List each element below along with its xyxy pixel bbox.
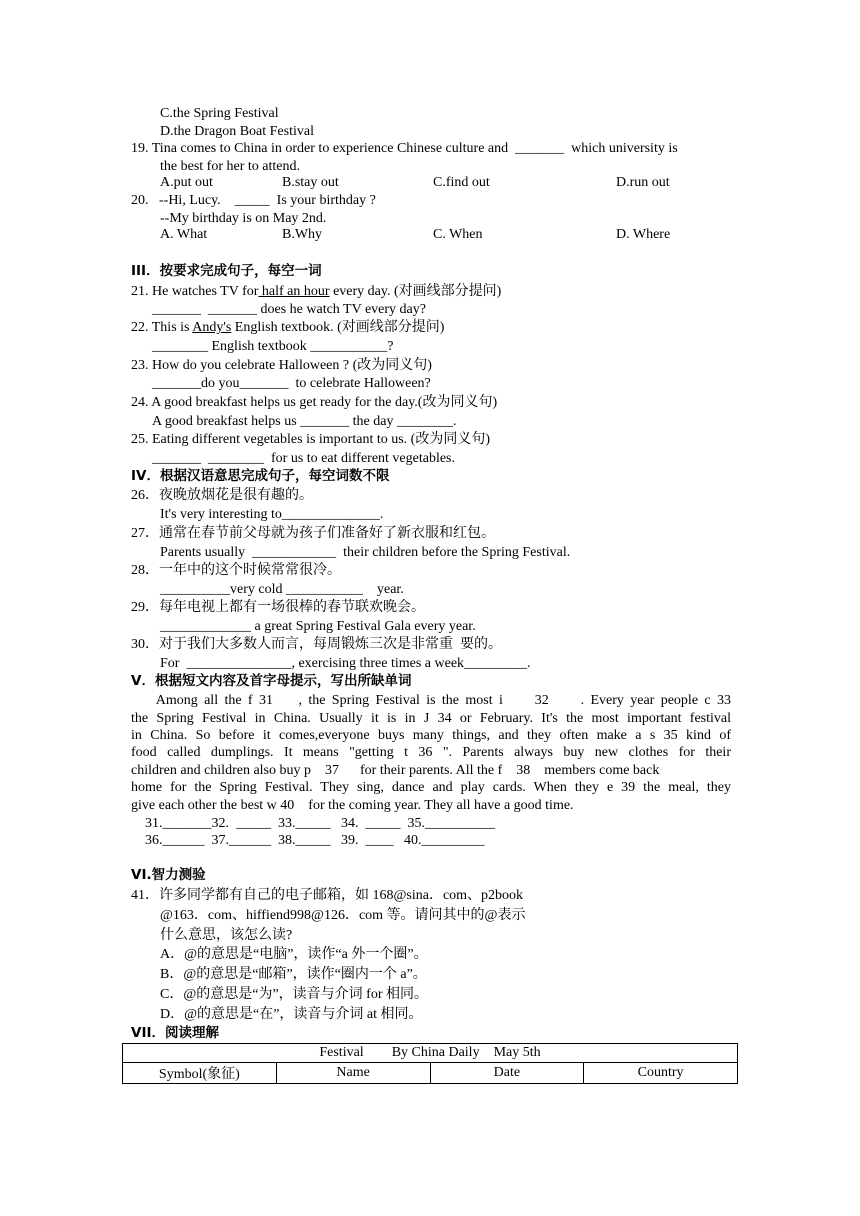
column-header-date: Date (430, 1063, 584, 1084)
q41-stem: 41．许多同学都有自己的电子邮箱，如 168@sina．com、p2book (131, 888, 524, 903)
q25: 25. Eating different vegetables is important to us. (改为同义句) (131, 432, 491, 447)
q19-option-c: C.find out (433, 175, 490, 190)
q29: 29．每年电视上都有一场很棒的春节联欢晚会。 (131, 600, 425, 615)
q41-stem-cont: @163．com、hiffiend998@126．com 等。请问其中的@表示 (160, 908, 526, 923)
passage-line: Among all the f 31 , the Spring Festival is the most i 32 . Every year people c 33 (131, 693, 731, 708)
q30: 30．对于我们大多数人而言，每周锻炼三次是非常重 要的。 (131, 637, 502, 652)
passage-line: give each other the best w 40 for the coming year. They all have a good time. (131, 798, 574, 813)
q20-option-a: A. What (160, 227, 208, 242)
q20-option-b: B.Why (282, 227, 323, 242)
q21 (131, 283, 501, 300)
section-7-heading: VII．阅读理解 (131, 1025, 219, 1041)
q28-answer: __________very cold ___________ year. (160, 582, 404, 597)
q22-underlined: Andy's (192, 320, 232, 335)
q41-option-c: C．@的意思是“为”，读音与介词 for 相同。 (160, 987, 428, 1002)
q20-reply: --My birthday is on May 2nd. (160, 211, 327, 226)
q19-stem: 19. Tina comes to China in order to experience Chinese culture and _______ which university is (131, 141, 678, 156)
q22-text-post: English textbook. (对画线部分提问) (231, 320, 445, 335)
q22 (131, 319, 444, 336)
section-3-heading: III．按要求完成句子，每空一词 (131, 263, 322, 279)
table-header-row (123, 1063, 738, 1084)
q22-answer: ________ English textbook ___________? (152, 339, 394, 354)
q30-answer: For _______________, exercising three times a week_________. (160, 656, 531, 671)
column-header-symbol: Symbol(象征) (123, 1063, 277, 1084)
q19-stem-cont: the best for her to attend. (160, 159, 300, 174)
q41-option-a: A．@的意思是“电脑”，读作“a 外一个圈”。 (160, 947, 428, 962)
answer-blanks-row-2: 36.______ 37.______ 38._____ 39. ____ 40._________ (145, 833, 485, 848)
q21-underlined: half an hour (258, 284, 330, 299)
q19-option-b: B.stay out (282, 175, 339, 190)
q27-answer: Parents usually ____________ their children before the Spring Festival. (160, 545, 571, 560)
q20-stem: 20. --Hi, Lucy. _____ Is your birthday ? (131, 193, 376, 208)
q24: 24. A good breakfast helps us get ready for the day.(改为同义句) (131, 395, 498, 410)
table-title: Festival By China Daily May 5th (123, 1044, 738, 1063)
q26-answer: It's very interesting to______________. (160, 507, 384, 522)
q23: 23. How do you celebrate Halloween ? (改为同义句) (131, 358, 432, 373)
section-4-heading: IV．根据汉语意思完成句子，每空词数不限 (131, 468, 390, 484)
q20-option-c: C. When (433, 227, 483, 242)
q21-answer: _______ _______ does he watch TV every day? (152, 302, 426, 317)
q18-option-d: D.the Dragon Boat Festival (160, 124, 314, 139)
answer-blanks-row-1: 31._______32. _____ 33._____ 34. _____ 35.__________ (145, 816, 495, 831)
q28: 28．一年中的这个时候常常很冷。 (131, 563, 341, 578)
q23-answer: _______do you_______ to celebrate Halloween? (152, 376, 431, 391)
q24-answer: A good breakfast helps us _______ the day ________. (152, 414, 457, 429)
passage-line: home for the Spring Festival. They sing, dance and play cards. When they e 39 the meal, they (131, 780, 731, 795)
q19-option-d: D.run out (616, 175, 670, 190)
passage-line: the Spring Festival in China. Usually it is in J 34 or February. It's the most important festival (131, 711, 731, 726)
q29-answer: _____________ a great Spring Festival Gala every year. (160, 619, 476, 634)
q20-option-d: D. Where (616, 227, 671, 242)
q25-answer: _______ ________ for us to eat different vegetables. (152, 451, 456, 466)
section-6-heading: VI.智力测验 (131, 867, 206, 883)
section-5-heading: V．根据短文内容及首字母提示，写出所缺单词 (131, 673, 412, 689)
festival-table (122, 1043, 738, 1084)
q41-stem-cont: 什么意思，该怎么读? (160, 928, 293, 943)
q41-option-b: B．@的意思是“邮箱”，读作“圈内一个 a”。 (160, 967, 427, 982)
column-header-name: Name (276, 1063, 430, 1084)
passage-line: in China. So before it comes,everyone buys many things, and they often make a s 35 kind of (131, 728, 731, 743)
q41-option-d: D．@的意思是“在”，读音与介词 at 相同。 (160, 1007, 423, 1022)
column-header-country: Country (584, 1063, 738, 1084)
passage-line: children and children also buy p 37 for their parents. All the f 38 members come back (131, 763, 660, 778)
table-title-row (123, 1044, 738, 1063)
q21-text-pre: 21. He watches TV for (131, 284, 259, 299)
q26: 26．夜晚放烟花是很有趣的。 (131, 488, 313, 503)
q18-option-c: C.the Spring Festival (160, 106, 279, 121)
q27: 27．通常在春节前父母就为孩子们准备好了新衣服和红包。 (131, 526, 495, 541)
q19-option-a: A.put out (160, 175, 213, 190)
passage-line: food called dumplings. It means "getting t 36 ". Parents always buy new clothes for their (131, 745, 731, 760)
q21-text-post: every day. (对画线部分提问) (329, 284, 502, 299)
q22-text-pre: 22. This is (131, 320, 193, 335)
